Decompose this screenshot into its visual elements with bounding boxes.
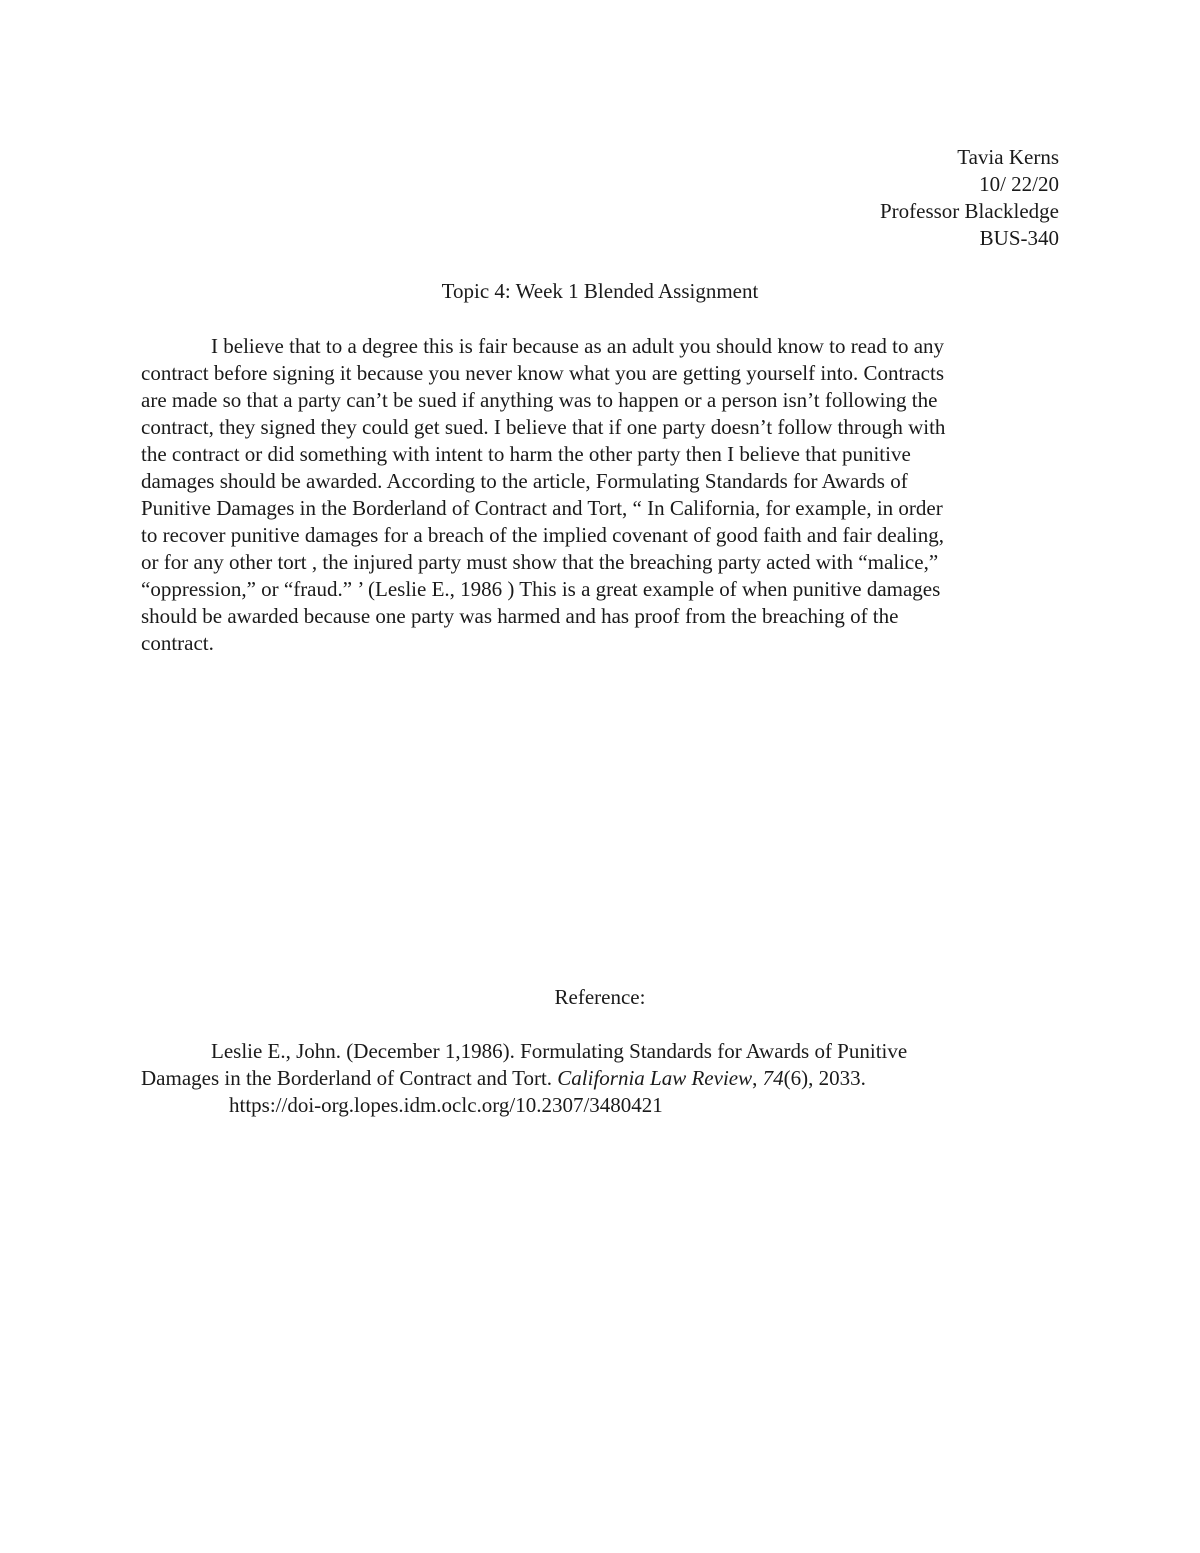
journal-issue: (6) [783,1066,809,1090]
journal-volume: 74 [762,1066,784,1090]
reference-heading: Reference: [554,985,646,1009]
body-line: Punitive Damages in the Borderland of Contract and Tort, “ In California, for example, in order [141,496,943,520]
assignment-title: Topic 4: Week 1 Blended Assignment [441,279,759,303]
body-line: the contract or did something with intent to harm the other party then I believe that punitive [141,442,911,466]
body-line: should be awarded because one party was harmed and has proof from the breaching of the [141,604,899,628]
submission-date: 10/ 22/20 [979,172,1059,196]
body-line: are made so that a party can’t be sued if anything was to happen or a person isn’t following the [141,388,938,412]
body-line: contract. [141,631,214,655]
author-name: Tavia Kerns [957,145,1059,169]
header-block [880,144,1059,252]
body-line: contract before signing it because you never know what you are getting yourself into. Contracts [141,361,945,385]
body-line: to recover punitive damages for a breach of the implied covenant of good faith and fair dealing, [141,523,944,547]
reference-title-text: Damages in the Borderland of Contract and Tort. [141,1066,558,1090]
reference-url[interactable]: https://doi-org.lopes.idm.oclc.org/10.2307/3480421 [229,1093,663,1117]
professor-name: Professor Blackledge [879,199,1059,223]
course-code: BUS-340 [979,226,1059,250]
body-line: damages should be awarded. According to the article, Formulating Standards for Awards of [141,469,908,493]
body-line: “oppression,” or “fraud.” ’ (Leslie E., 1986 ) This is a great example of when punitive damages [141,577,941,601]
body-paragraph [141,333,1059,657]
journal-name: California Law Review [557,1066,753,1090]
reference-entry [141,1038,1059,1119]
body-line: contract, they signed they could get sued. I believe that if one party doesn’t follow through with [141,415,946,439]
journal-pages: , 2033. [808,1066,866,1090]
reference-line-1: Leslie E., John. (December 1,1986). Formulating Standards for Awards of Punitive [211,1039,908,1063]
reference-separator: , [752,1066,763,1090]
body-line: or for any other tort , the injured party must show that the breaching party acted with “malice,” [141,550,939,574]
body-line: I believe that to a degree this is fair because as an adult you should know to read to any [211,334,945,358]
reference-line-2 [141,1065,1059,1092]
